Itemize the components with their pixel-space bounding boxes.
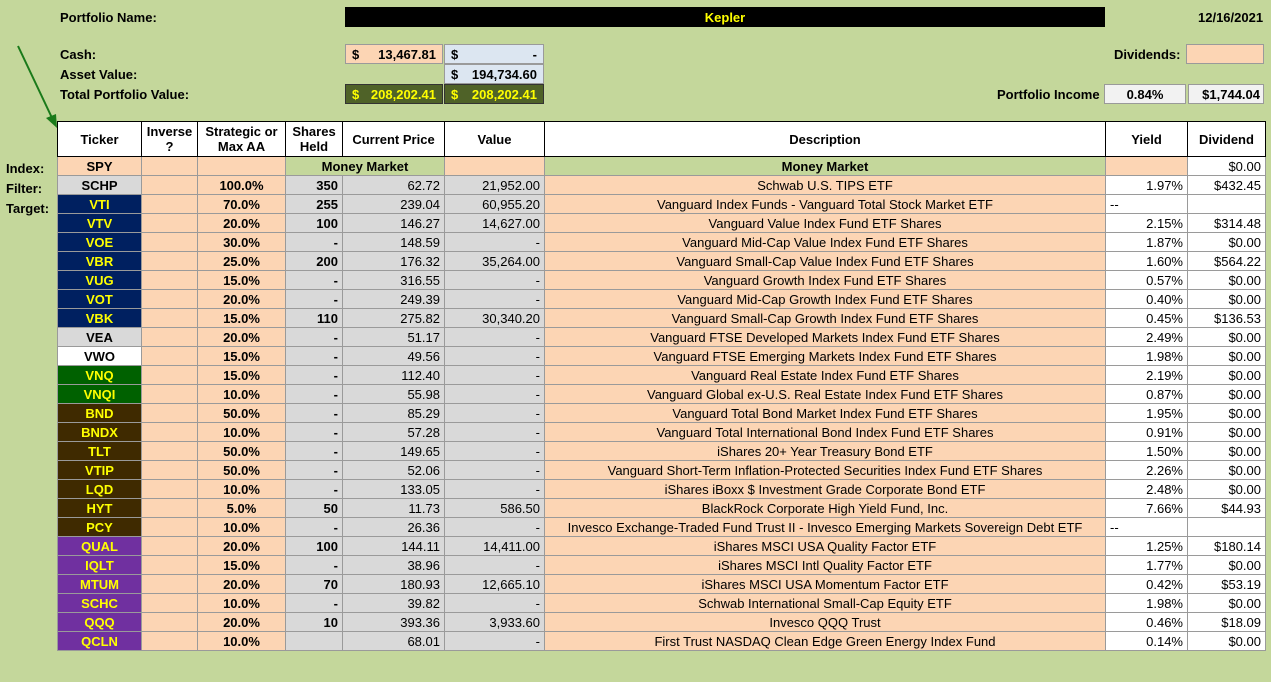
shares-cell[interactable]: - <box>286 233 343 252</box>
value-cell[interactable]: 30,340.20 <box>445 309 545 328</box>
shares-cell[interactable] <box>286 632 343 651</box>
table-header-row <box>58 122 1266 157</box>
portfolio-income-label: Portfolio Income <box>997 87 1100 102</box>
value-cell[interactable]: - <box>445 594 545 613</box>
aa-cell[interactable]: 70.0% <box>198 195 286 214</box>
dividend-cell[interactable]: $314.48 <box>1188 214 1266 233</box>
price-cell[interactable]: 393.36 <box>343 613 445 632</box>
aa-cell[interactable]: 50.0% <box>198 461 286 480</box>
col-value[interactable]: Value <box>445 122 545 157</box>
aa-cell[interactable]: 20.0% <box>198 214 286 233</box>
holdings-table <box>57 121 1266 651</box>
price-cell[interactable]: 57.28 <box>343 423 445 442</box>
inverse-cell[interactable] <box>142 366 198 385</box>
ticker-cell[interactable]: QUAL <box>58 537 142 556</box>
dividends-input[interactable] <box>1186 44 1264 64</box>
yield-cell[interactable]: 1.60% <box>1106 252 1188 271</box>
yield-cell[interactable]: 0.91% <box>1106 423 1188 442</box>
aa-cell[interactable]: 20.0% <box>198 328 286 347</box>
aa-cell[interactable]: 20.0% <box>198 613 286 632</box>
description-cell[interactable]: Vanguard Mid-Cap Growth Index Fund ETF Shares <box>545 290 1106 309</box>
shares-cell[interactable]: - <box>286 594 343 613</box>
price-cell[interactable]: 316.55 <box>343 271 445 290</box>
ticker-cell[interactable]: VNQ <box>58 366 142 385</box>
description-cell[interactable]: iShares MSCI USA Quality Factor ETF <box>545 537 1106 556</box>
dividend-cell[interactable]: $432.45 <box>1188 176 1266 195</box>
ticker-cell[interactable]: QQQ <box>58 613 142 632</box>
dividend-cell[interactable]: $0.00 <box>1188 423 1266 442</box>
shares-cell[interactable]: - <box>286 480 343 499</box>
table-row <box>58 347 1266 366</box>
price-cell[interactable]: 112.40 <box>343 366 445 385</box>
col-dividend[interactable]: Dividend <box>1188 122 1266 157</box>
table-row <box>58 594 1266 613</box>
ticker-cell[interactable]: BNDX <box>58 423 142 442</box>
description-cell[interactable]: iShares 20+ Year Treasury Bond ETF <box>545 442 1106 461</box>
shares-cell[interactable]: 110 <box>286 309 343 328</box>
shares-cell[interactable]: - <box>286 423 343 442</box>
yield-cell[interactable]: 7.66% <box>1106 499 1188 518</box>
col-inverse[interactable]: Inverse ? <box>142 122 198 157</box>
price-cell[interactable]: 133.05 <box>343 480 445 499</box>
description-cell: Money Market <box>545 157 1106 176</box>
table-row <box>58 290 1266 309</box>
total-value-label: Total Portfolio Value: <box>60 87 190 102</box>
price-cell[interactable]: 275.82 <box>343 309 445 328</box>
shares-cell[interactable]: - <box>286 290 343 309</box>
table-row <box>58 233 1266 252</box>
price-cell[interactable]: 49.56 <box>343 347 445 366</box>
description-cell[interactable]: Vanguard FTSE Emerging Markets Index Fund ETF Shares <box>545 347 1106 366</box>
ticker-cell[interactable]: VEA <box>58 328 142 347</box>
dividend-cell[interactable]: $0.00 <box>1188 347 1266 366</box>
inverse-cell[interactable] <box>142 347 198 366</box>
value-cell[interactable]: - <box>445 233 545 252</box>
price-cell[interactable]: 39.82 <box>343 594 445 613</box>
yield-cell[interactable]: 2.15% <box>1106 214 1188 233</box>
currency-symbol: $ <box>352 46 360 62</box>
description-cell[interactable]: Vanguard Total Bond Market Index Fund ETF Shares <box>545 404 1106 423</box>
asset-value-label: Asset Value: <box>60 67 138 82</box>
dividend-cell[interactable]: $0.00 <box>1188 366 1266 385</box>
value-cell[interactable]: - <box>445 480 545 499</box>
aa-cell[interactable]: 5.0% <box>198 499 286 518</box>
dividend-cell[interactable] <box>1188 518 1266 537</box>
value-cell[interactable]: - <box>445 461 545 480</box>
shares-cell[interactable]: - <box>286 556 343 575</box>
ticker-cell[interactable]: HYT <box>58 499 142 518</box>
report-date: 12/16/2021 <box>1198 10 1264 25</box>
value-cell[interactable]: - <box>445 518 545 537</box>
aa-cell[interactable]: 10.0% <box>198 518 286 537</box>
yield-cell[interactable]: 0.42% <box>1106 575 1188 594</box>
cash-amount-cell[interactable] <box>345 44 443 64</box>
table-row <box>58 271 1266 290</box>
total-value-2: 208,202.41 <box>471 86 537 102</box>
table-row <box>58 442 1266 461</box>
aa-cell[interactable]: 15.0% <box>198 309 286 328</box>
ticker-cell[interactable]: QCLN <box>58 632 142 651</box>
filter-row-label: Filter: <box>6 181 43 196</box>
aa-cell[interactable]: 15.0% <box>198 271 286 290</box>
value-cell[interactable] <box>445 157 545 176</box>
cash-amount-cell-2[interactable] <box>444 44 544 64</box>
value-cell[interactable]: - <box>445 290 545 309</box>
dividend-cell[interactable]: $0.00 <box>1188 442 1266 461</box>
total-value: 208,202.41 <box>370 86 436 102</box>
table-row <box>58 632 1266 651</box>
table-row <box>58 385 1266 404</box>
dividend-cell[interactable]: $0.00 <box>1188 632 1266 651</box>
income-amount[interactable]: $1,744.04 <box>1188 84 1264 104</box>
dividend-cell[interactable]: $0.00 <box>1188 385 1266 404</box>
table-row <box>58 309 1266 328</box>
description-cell[interactable]: Schwab U.S. TIPS ETF <box>545 176 1106 195</box>
table-row <box>58 404 1266 423</box>
table-row <box>58 214 1266 233</box>
ticker-cell[interactable]: VBK <box>58 309 142 328</box>
dividend-cell[interactable]: $564.22 <box>1188 252 1266 271</box>
dividend-cell[interactable]: $0.00 <box>1188 556 1266 575</box>
inverse-cell[interactable] <box>142 613 198 632</box>
aa-cell[interactable]: 15.0% <box>198 366 286 385</box>
inverse-cell[interactable] <box>142 594 198 613</box>
shares-cell[interactable]: 50 <box>286 499 343 518</box>
table-row <box>58 480 1266 499</box>
yield-cell[interactable]: 2.19% <box>1106 366 1188 385</box>
price-cell[interactable]: 55.98 <box>343 385 445 404</box>
dividend-cell[interactable]: $0.00 <box>1188 157 1266 176</box>
inverse-cell[interactable] <box>142 195 198 214</box>
description-cell[interactable]: Vanguard Mid-Cap Value Index Fund ETF Shares <box>545 233 1106 252</box>
table-row <box>58 613 1266 632</box>
value-cell[interactable]: - <box>445 632 545 651</box>
ticker-cell[interactable]: VTV <box>58 214 142 233</box>
aa-cell[interactable]: 50.0% <box>198 404 286 423</box>
price-cell[interactable]: 148.59 <box>343 233 445 252</box>
value-cell[interactable]: - <box>445 366 545 385</box>
inverse-cell[interactable] <box>142 480 198 499</box>
total-value-cell[interactable] <box>345 84 443 104</box>
yield-cell[interactable]: 0.87% <box>1106 385 1188 404</box>
index-row-label: Index: <box>6 161 45 176</box>
description-cell[interactable]: Vanguard Short-Term Inflation-Protected Securities Index Fund ETF Shares <box>545 461 1106 480</box>
col-strategic-aa[interactable]: Strategic or Max AA <box>198 122 286 157</box>
inverse-cell[interactable] <box>142 328 198 347</box>
shares-cell[interactable]: 10 <box>286 613 343 632</box>
table-row <box>58 518 1266 537</box>
table-row <box>58 461 1266 480</box>
value-cell[interactable]: 21,952.00 <box>445 176 545 195</box>
ticker-cell[interactable]: IQLT <box>58 556 142 575</box>
description-cell[interactable]: Vanguard Growth Index Fund ETF Shares <box>545 271 1106 290</box>
value-cell[interactable]: - <box>445 556 545 575</box>
dividend-cell[interactable]: $0.00 <box>1188 461 1266 480</box>
aa-cell[interactable]: 20.0% <box>198 290 286 309</box>
dividend-cell[interactable]: $0.00 <box>1188 290 1266 309</box>
currency-symbol: $ <box>451 66 459 82</box>
dividend-cell[interactable]: $18.09 <box>1188 613 1266 632</box>
value-cell[interactable]: 35,264.00 <box>445 252 545 271</box>
table-row <box>58 423 1266 442</box>
price-cell[interactable]: 146.27 <box>343 214 445 233</box>
shares-cell[interactable]: - <box>286 442 343 461</box>
shares-cell[interactable]: - <box>286 385 343 404</box>
price-cell[interactable]: 149.65 <box>343 442 445 461</box>
value-cell[interactable]: - <box>445 442 545 461</box>
shares-cell[interactable]: - <box>286 461 343 480</box>
table-row <box>58 537 1266 556</box>
yield-cell[interactable]: 1.98% <box>1106 594 1188 613</box>
yield-cell[interactable]: -- <box>1106 518 1188 537</box>
ticker-cell[interactable]: VNQI <box>58 385 142 404</box>
description-cell[interactable]: Vanguard Total International Bond Index Fund ETF Shares <box>545 423 1106 442</box>
shares-cell[interactable]: - <box>286 347 343 366</box>
ticker-cell[interactable]: TLT <box>58 442 142 461</box>
yield-cell[interactable]: -- <box>1106 195 1188 214</box>
yield-cell[interactable]: 0.46% <box>1106 613 1188 632</box>
yield-cell[interactable]: 1.95% <box>1106 404 1188 423</box>
description-cell[interactable]: BlackRock Corporate High Yield Fund, Inc. <box>545 499 1106 518</box>
price-cell[interactable]: 11.73 <box>343 499 445 518</box>
yield-cell[interactable]: 0.45% <box>1106 309 1188 328</box>
table-row <box>58 556 1266 575</box>
yield-cell[interactable]: 1.98% <box>1106 347 1188 366</box>
value-cell[interactable]: - <box>445 423 545 442</box>
price-cell[interactable]: 239.04 <box>343 195 445 214</box>
value-cell[interactable]: 586.50 <box>445 499 545 518</box>
description-cell[interactable]: Vanguard FTSE Developed Markets Index Fund ETF Shares <box>545 328 1106 347</box>
currency-symbol: $ <box>352 86 360 102</box>
inverse-cell[interactable] <box>142 176 198 195</box>
shares-cell[interactable]: 70 <box>286 575 343 594</box>
description-cell[interactable]: Vanguard Value Index Fund ETF Shares <box>545 214 1106 233</box>
yield-cell[interactable]: 0.40% <box>1106 290 1188 309</box>
total-value-cell-2[interactable] <box>444 84 544 104</box>
price-cell[interactable]: 68.01 <box>343 632 445 651</box>
shares-cell[interactable]: - <box>286 518 343 537</box>
currency-symbol: $ <box>451 86 459 102</box>
table-row <box>58 195 1266 214</box>
aa-cell[interactable]: 10.0% <box>198 385 286 404</box>
aa-cell[interactable]: 50.0% <box>198 442 286 461</box>
dividend-cell[interactable]: $0.00 <box>1188 404 1266 423</box>
asset-value: 194,734.60 <box>471 66 537 82</box>
ticker-cell[interactable]: SCHP <box>58 176 142 195</box>
income-pct[interactable]: 0.84% <box>1104 84 1186 104</box>
aa-cell[interactable]: 25.0% <box>198 252 286 271</box>
inverse-cell[interactable] <box>142 233 198 252</box>
description-cell[interactable]: Vanguard Small-Cap Growth Index Fund ETF Shares <box>545 309 1106 328</box>
dividend-cell[interactable]: $0.00 <box>1188 233 1266 252</box>
description-cell[interactable]: Vanguard Real Estate Index Fund ETF Shares <box>545 366 1106 385</box>
ticker-cell[interactable]: BND <box>58 404 142 423</box>
price-cell[interactable]: 144.11 <box>343 537 445 556</box>
inverse-cell[interactable] <box>142 442 198 461</box>
yield-cell[interactable]: 1.87% <box>1106 233 1188 252</box>
shares-cell[interactable]: - <box>286 366 343 385</box>
yield-cell[interactable]: 2.49% <box>1106 328 1188 347</box>
asset-value-cell[interactable] <box>444 64 544 84</box>
value-cell[interactable]: - <box>445 271 545 290</box>
col-description[interactable]: Description <box>545 122 1106 157</box>
inverse-cell[interactable] <box>142 575 198 594</box>
ticker-cell[interactable]: VTIP <box>58 461 142 480</box>
inverse-cell[interactable] <box>142 461 198 480</box>
shares-cell[interactable]: 100 <box>286 214 343 233</box>
yield-cell[interactable]: 1.50% <box>1106 442 1188 461</box>
yield-cell[interactable]: 0.57% <box>1106 271 1188 290</box>
ticker-cell[interactable]: VWO <box>58 347 142 366</box>
value-cell[interactable]: - <box>445 347 545 366</box>
aa-cell[interactable]: 10.0% <box>198 632 286 651</box>
aa-cell[interactable]: 100.0% <box>198 176 286 195</box>
aa-cell[interactable]: 10.0% <box>198 480 286 499</box>
col-yield[interactable]: Yield <box>1106 122 1188 157</box>
description-cell[interactable]: iShares MSCI USA Momentum Factor ETF <box>545 575 1106 594</box>
price-cell[interactable]: 62.72 <box>343 176 445 195</box>
shares-cell[interactable]: - <box>286 328 343 347</box>
description-cell[interactable]: iShares MSCI Intl Quality Factor ETF <box>545 556 1106 575</box>
inverse-cell[interactable] <box>142 290 198 309</box>
yield-cell[interactable] <box>1106 157 1188 176</box>
ticker-cell[interactable]: VBR <box>58 252 142 271</box>
description-cell[interactable]: Invesco QQQ Trust <box>545 613 1106 632</box>
yield-cell[interactable]: 2.48% <box>1106 480 1188 499</box>
aa-cell[interactable]: 20.0% <box>198 575 286 594</box>
target-row-label: Target: <box>6 201 50 216</box>
ticker-cell[interactable]: VTI <box>58 195 142 214</box>
inverse-cell[interactable] <box>142 214 198 233</box>
index-row <box>58 157 1266 176</box>
inverse-cell[interactable] <box>142 556 198 575</box>
shares-cell[interactable]: 100 <box>286 537 343 556</box>
yield-cell[interactable]: 1.97% <box>1106 176 1188 195</box>
price-cell[interactable]: 180.93 <box>343 575 445 594</box>
inverse-cell[interactable] <box>142 157 198 176</box>
table-row <box>58 575 1266 594</box>
dividend-cell[interactable]: $0.00 <box>1188 271 1266 290</box>
aa-cell[interactable] <box>198 157 286 176</box>
dividend-cell[interactable]: $0.00 <box>1188 328 1266 347</box>
inverse-cell[interactable] <box>142 385 198 404</box>
inverse-cell[interactable] <box>142 309 198 328</box>
ticker-cell[interactable]: LQD <box>58 480 142 499</box>
dividend-cell[interactable]: $0.00 <box>1188 594 1266 613</box>
ticker-cell[interactable]: SCHC <box>58 594 142 613</box>
table-row <box>58 176 1266 195</box>
value-cell[interactable]: 14,411.00 <box>445 537 545 556</box>
description-cell[interactable]: Vanguard Small-Cap Value Index Fund ETF Shares <box>545 252 1106 271</box>
table-row <box>58 328 1266 347</box>
yield-cell[interactable]: 1.77% <box>1106 556 1188 575</box>
aa-cell[interactable]: 15.0% <box>198 556 286 575</box>
shares-cell[interactable]: 350 <box>286 176 343 195</box>
description-cell[interactable]: First Trust NASDAQ Clean Edge Green Energy Index Fund <box>545 632 1106 651</box>
cash-amount-2: - <box>532 46 537 62</box>
inverse-cell[interactable] <box>142 632 198 651</box>
inverse-cell[interactable] <box>142 423 198 442</box>
shares-cell[interactable]: 255 <box>286 195 343 214</box>
currency-symbol: $ <box>451 46 459 62</box>
price-cell[interactable]: 85.29 <box>343 404 445 423</box>
inverse-cell[interactable] <box>142 499 198 518</box>
dividend-cell[interactable] <box>1188 195 1266 214</box>
value-cell[interactable]: 14,627.00 <box>445 214 545 233</box>
dividend-cell[interactable]: $0.00 <box>1188 480 1266 499</box>
description-cell[interactable]: Vanguard Global ex-U.S. Real Estate Index Fund ETF Shares <box>545 385 1106 404</box>
portfolio-name-label: Portfolio Name: <box>60 10 157 25</box>
ticker-cell[interactable]: MTUM <box>58 575 142 594</box>
dividend-cell[interactable]: $44.93 <box>1188 499 1266 518</box>
aa-cell[interactable]: 30.0% <box>198 233 286 252</box>
inverse-cell[interactable] <box>142 537 198 556</box>
aa-cell[interactable]: 10.0% <box>198 423 286 442</box>
value-cell[interactable]: 12,665.10 <box>445 575 545 594</box>
ticker-cell[interactable]: SPY <box>58 157 142 176</box>
ticker-cell[interactable]: VUG <box>58 271 142 290</box>
value-cell[interactable]: - <box>445 328 545 347</box>
value-cell[interactable]: - <box>445 385 545 404</box>
price-cell[interactable]: 249.39 <box>343 290 445 309</box>
price-cell[interactable]: 176.32 <box>343 252 445 271</box>
inverse-cell[interactable] <box>142 252 198 271</box>
col-shares-held[interactable]: Shares Held <box>286 122 343 157</box>
ticker-cell[interactable]: VOE <box>58 233 142 252</box>
description-cell[interactable]: Invesco Exchange-Traded Fund Trust II - Invesco Emerging Markets Sovereign Debt ETF <box>545 518 1106 537</box>
aa-cell[interactable]: 15.0% <box>198 347 286 366</box>
inverse-cell[interactable] <box>142 518 198 537</box>
ticker-cell[interactable]: PCY <box>58 518 142 537</box>
yield-cell[interactable]: 2.26% <box>1106 461 1188 480</box>
dividend-cell[interactable]: $136.53 <box>1188 309 1266 328</box>
table-row <box>58 499 1266 518</box>
inverse-cell[interactable] <box>142 271 198 290</box>
dividends-label: Dividends: <box>1114 47 1181 62</box>
col-current-price[interactable]: Current Price <box>343 122 445 157</box>
description-cell[interactable]: Vanguard Index Funds - Vanguard Total Stock Market ETF <box>545 195 1106 214</box>
description-cell[interactable]: Schwab International Small-Cap Equity ETF <box>545 594 1106 613</box>
description-cell[interactable]: iShares iBoxx $ Investment Grade Corporate Bond ETF <box>545 480 1106 499</box>
price-cell[interactable]: 51.17 <box>343 328 445 347</box>
ticker-cell[interactable]: VOT <box>58 290 142 309</box>
price-cell[interactable]: 52.06 <box>343 461 445 480</box>
table-row <box>58 252 1266 271</box>
inverse-cell[interactable] <box>142 404 198 423</box>
cash-label: Cash: <box>60 47 97 62</box>
table-row <box>58 366 1266 385</box>
money-market-label: Money Market <box>286 157 445 176</box>
value-cell[interactable]: 3,933.60 <box>445 613 545 632</box>
col-ticker[interactable]: Ticker <box>58 122 142 157</box>
price-cell[interactable]: 38.96 <box>343 556 445 575</box>
cash-amount: 13,467.81 <box>378 46 436 62</box>
aa-cell[interactable]: 10.0% <box>198 594 286 613</box>
yield-cell[interactable]: 1.25% <box>1106 537 1188 556</box>
value-cell[interactable]: - <box>445 404 545 423</box>
shares-cell[interactable]: 200 <box>286 252 343 271</box>
shares-cell[interactable]: - <box>286 271 343 290</box>
dividend-cell[interactable]: $180.14 <box>1188 537 1266 556</box>
portfolio-name-field[interactable]: Kepler <box>345 7 1105 27</box>
dividend-cell[interactable]: $53.19 <box>1188 575 1266 594</box>
value-cell[interactable]: 60,955.20 <box>445 195 545 214</box>
aa-cell[interactable]: 20.0% <box>198 537 286 556</box>
shares-cell[interactable]: - <box>286 404 343 423</box>
price-cell[interactable]: 26.36 <box>343 518 445 537</box>
yield-cell[interactable]: 0.14% <box>1106 632 1188 651</box>
